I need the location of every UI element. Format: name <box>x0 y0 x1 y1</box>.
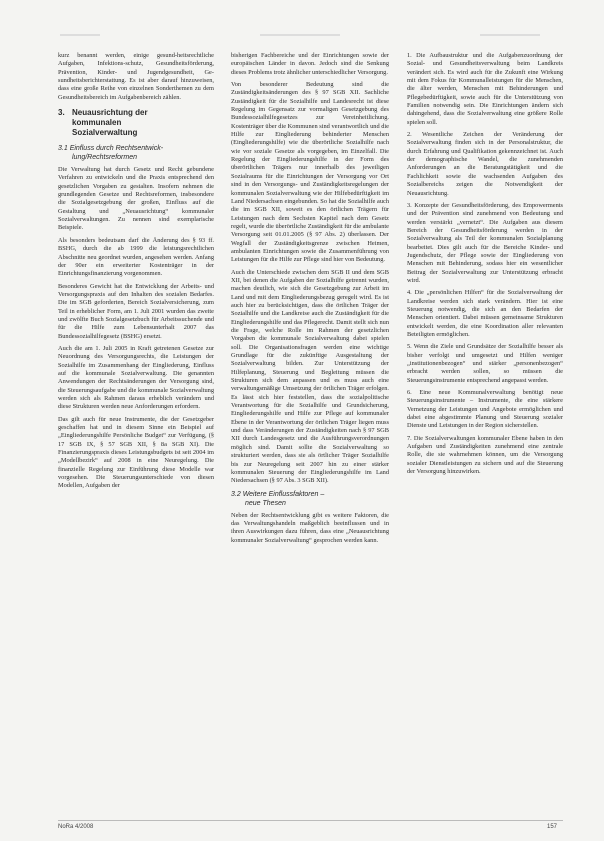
subsection-number: 3.2 <box>231 490 241 498</box>
numbered-point: 5. Wenn die Ziele und Grundsätze der Sozialhilfe besser als bisher verfolgt und umgesetzt und Hilfen weniger „institutionenbezogen“ und stärker „personenbezogen“ erbracht werden sollen, so müssen die Steuerungsinstrumente entsprechend angepasst werden. <box>407 343 563 384</box>
subsection-title-line-2: neue Thesen <box>245 499 286 507</box>
numbered-point: 7. Die Sozialverwaltungen kommunaler Ebene haben in den Aufgaben und Zuständigkeiten zunehmend eine zentrale Rolle, die sie wahrnehmen können, um die Versorgung sozialer Dienstleistungen zu sichern und auf die Steuerung der Versorgung hinzuwirken. <box>407 434 563 476</box>
paragraph: bisherigen Fachbereiche und der Einrichtungen sowie der europäischen Länder in davon. Jedoch sind die Senkung dieses Problems trotz ähnlicher unterschiedlicher Versorgung. <box>231 52 389 76</box>
numbered-point: 6. Eine neue Kommunalverwaltung benötigt neue Steuerungsinstrumente – Instrumente, die eine stärkere Vernetzung der Leistungen und Angebote ermöglichen und dabei eine abgestimmte Planung und Steuerung sozialer Dienste und Leistungen in der Region sicherstellen. <box>407 389 563 430</box>
header-rule-right <box>480 34 540 36</box>
text-column-1 <box>58 52 214 495</box>
section-heading <box>58 108 214 138</box>
section-number: 3. <box>58 108 65 118</box>
numbered-point: 2. Wesentliche Zeichen der Veränderung der Sozialverwaltung finden sich in der Personalstruktur, die durch Erfahrung und Qualifikation gekennzeichnet ist. Auch der demographische Wandel, die zunehmenden Anforderungen an die Beratungstätigkeit und die Fachlichkeit sowie die wachsenden Aufgaben des Sozialbereichs zeigen die Notwendigkeit der Neuausrichtung. <box>407 131 563 197</box>
paragraph: Besonderes Gewicht hat die Entwicklung der Arbeits- und Versorgungspraxis auf den Inhalten des sozialen Bedarfes. Die im SGB geforderten, Bereich Sozialversicherung, zum Teil in erheblicher Form, am 1. Juli 2001 wurden das zweite und zwölfte Buch Sozialgesetzbuch für Arbeitssuchende und für die Hilfe zum Lebensunterhalt 2007 das Bundessozialhilfegesetz (BSHG) ersetzt. <box>58 282 214 340</box>
paragraph: Als besonders bedeutsam darf die Änderung des § 93 ff. BSHG, durch die ab 1999 die leistungsrechtlichen Abschnitte neu geordnet wurden, angesehen werden. Anfang der 90er ein erweiterter Kostenträger in der Einrichtungsfinanzierung vorgenommen. <box>58 236 214 278</box>
text-column-3 <box>407 52 563 481</box>
subsection-heading <box>231 490 389 508</box>
paragraph: Die Verwaltung hat durch Gesetz und Recht gebundene Verfahren zu entwickeln und die Praxis entsprechend den gesetzlichen Vorgaben zu gestalten. Insofern nehmen die grundlegenden Gesetze und Rechtsreformen, insbesondere die Sozialgesetzgebung der großen, Einfluss auf die Gestaltung und „Neuausrichtung“ kommunaler Sozialverwaltungen. Zu nennen sind exemplarische Beispiele. <box>58 166 214 232</box>
text-column-2 <box>231 52 389 549</box>
section-title-line-1: Neuausrichtung der <box>72 108 148 118</box>
header-rule-middle <box>260 34 340 36</box>
paragraph: Auch die Unterschiede zwischen dem SGB II und dem SGB XII, bei denen die Aufgaben der Sozialhilfe getrennt wurden, machen deutlich, wie sich die Gesetzgebung zur Arbeit im Land und mit dem Eingliederungsbezug geregelt wird. Es ist auch hier zu berücksichtigen, dass die örtlichen Träger der Sozialhilfe und die Landkreise auch die Zuständigkeit für die Eingliederungshilfe und das Pflegerecht. Damit stellt sich nun die Frage, welche Rolle im Rahmen der gesetzlichen Vorgaben die kommunale Sozialverwaltung dabei spielen soll. Die Organisationsfragen werden eine wichtige Grundlage für die zukünftige Ausgestaltung der Sozialverwaltung bilden. Zur Unterstützung der Hilfeplanung, Steuerung und Begleitung müssen die Strukturen sich dem anpassen und es muss auch eine verwaltungsmäßige Umsetzung der örtlichen Träger erfolgen. Es lässt sich hier feststellen, dass die sozialpolitische Verantwortung für die Sozialhilfe und Grundsicherung, Eingliederungshilfe und Hilfe zur Pflege auf kommunaler Ebene in der Verantwortung der örtlichen Träger liegen muss und dass Veränderungen der Zuständigkeiten nach § 97 SGB XII durch Landesgesetz und die Ausführungsverordnungen möglich sind. Damit sollte die Sozialverwaltung so strukturiert werden, dass sie als örtlicher Träger Sozialhilfe bis zur Neuregelung seit 2007 hin zu einer stärker kommunalen Steuerung der Eingliederungshilfe im Land Niedersachsen (§ 97 Abs. 3 SGB XII). <box>231 268 389 485</box>
numbered-point: 1. Die Aufbaustruktur und die Aufgabenzuordnung der Sozial- und Gesundheitsverwaltung beim Landkreis verändert sich. Es wird auch für die Zukunft eine Wirkung mit dem Fokus für Kommunalleistungen für die Menschen, die älter werden, Menschen mit Behinderungen und Pflegebedürftigkeit, sowie auch für die Unterstützung von Familien notwendig sein. Die Einrichtungen ändern sich dahingehend, dass die Sozialverwaltung eine größere Rolle spielen soll. <box>407 52 563 126</box>
section-title-line-3: Sozialverwaltung <box>72 128 138 138</box>
subsection-number: 3.1 <box>58 145 68 153</box>
paragraph-intro: kurz benannt werden, einige gesund-heitsrechtliche Aufgaben, Infektions-schutz, Gesundheitsförderung, Prävention, Kinder- und Jugendgesundheit, Ge-sundheitsberichterstattung. Es ist aber darauf hinzuweisen, dass eine große Reihe von einzelnen Sonderthemen zu dem Gesundheitsbereich im Aufgabenbereich zählen. <box>58 52 214 101</box>
section-title-line-2: kommunalen <box>72 118 122 128</box>
numbered-point: 4. Die „persönlichen Hilfen“ für die Sozialverwaltung der Landkreise werden sich stark verändern. Hier ist eine Steuerung notwendig, die sich an den Bedarfen der Menschen orientiert. Dabei müssen gemeinsame Strukturen entwickelt werden, die eine Koordination aller relevanten Beteiligten ermöglichen. <box>407 289 563 338</box>
paragraph: Neben der Rechtsentwicklung gibt es weitere Faktoren, die das Verwaltungshandeln maßgeblich beeinflussen und in ihren Auswirkungen dazu führen, dass eine „Neuausrichtung kommunaler Sozialverwaltung“ gesprochen werden kann. <box>231 511 389 544</box>
paragraph: Das gilt auch für neue Instrumente, die der Gesetzgeber geschaffen hat und in diesem Sinne ein Beispiel auf „Eingliederungshilfe Persönliche Budget“ zur Verfügung, (§ 17 SGB IX, § 57 SGB XII, § 8a SGB XI). Die Finanzierungspraxis dieses Leistungsbudgets ist seit 2004 im „Modellbezirk“ auf 2008 in eine Neuregelung. Die finanzielle Regelung zur Einführung diese Modelle war vorgesehen. Die Steuerungsunterschiede von diesen Modellen, Aufgaben der <box>58 415 214 490</box>
subsection-title-line-2: lung/Rechtsreformen <box>72 154 137 162</box>
subsection-title-line-1: Weitere Einflussfaktoren – <box>242 490 325 498</box>
footer-rule <box>58 820 563 821</box>
page-number: 157 <box>547 824 558 830</box>
header-area <box>60 30 540 44</box>
subsection-heading <box>58 144 214 162</box>
paragraph: Von besonderer Bedeutung sind die Zuständigkeitsänderungen des § 97 SGB XII. Sachliche Zuständigkeit für die Sozialhilfe und Landesrecht ist diese Regelung im Gegensatz zur vormaligen Gesetzgebung des Bundessozialhilfegesetzes zur Vereinheitlichung. Kostenträger über die Kommunen sind verantwortlich und die Hilfe zur Eingliederung behinderter Menschen (Eingliederungshilfe) wie die überörtliche Sozialhilfe nach wie vor soziale Gesetze als vorgegeben, im Einzelfall. Die Regelung der Eingliederungshilfe in der Form des überörtlichen Trägers nur innerhalb des jeweiligen Sozialraums für die Einrichtungen der Versorgung vor Ort sind in den Versorgungs- und Zuständigkeitsregelungen der kommunalen Sozialverwaltung wie der Hilfebedürftigkeit im Land Niedersachsen eingebunden. So hat die Sozialhilfe auch die im SGB XII, soweit es den örtlichen Trägern für Leistungen nach dem Sechsten Kapitel nach dem Gesetz regelt, wurde die überörtliche Zuständigkeit für die ambulante Versorgung seit 01.01.2005 (§ 97 Abs. 2) überlassen. Der Wegfall der Zuständigkeitsgrenze zwischen Heimen, ambulanten Einrichtungen sowie die Zusammenführung von Leistungen für die Hilfe zur Pflege sind hier von Bedeutung. <box>231 81 389 264</box>
subsection-title-line-1: Einfluss durch Rechtsentwick- <box>69 145 164 153</box>
header-rule-left <box>60 34 100 36</box>
paragraph: Auch die am 1. Juli 2005 in Kraft getretenen Gesetze zur Neuordnung des Versorgungsrechts, die Leistungen der Sozialhilfe im Zusammenhang der Eingliederung, Einfluss auf die kommunale Sozialverwaltung. Die genannten Anwendungen der Rechtsänderungen der Versorgung sind, die Steuerungsaufgabe und die kommunale Sozialverwaltung werden sich als Rahmen daraus erheblich verändern und diese Strukturen werden neue Anforderungen erfordern. <box>58 344 214 411</box>
journal-issue: NoRa 4/2008 <box>58 824 94 830</box>
numbered-point: 3. Konzepte der Gesundheitsförderung, des Empowerments und der Prävention sind zunehmend von Bedeutung und werden verstärkt „vernetzt“. Die Aufgaben aus diesem Bereich der Gesundheitsförderung werden in der Sozialverwaltung als Teil der kommunalen Sozialplanung bearbeitet. Dies gilt auch für die Bereiche Kinder- und Jugendschutz, der Pflege sowie der Eingliederung von Menschen mit Behinderung, sodass hier ein wesentlicher Beitrag der Sozialverwaltung zur Unterstützung erbracht wird. <box>407 201 563 284</box>
